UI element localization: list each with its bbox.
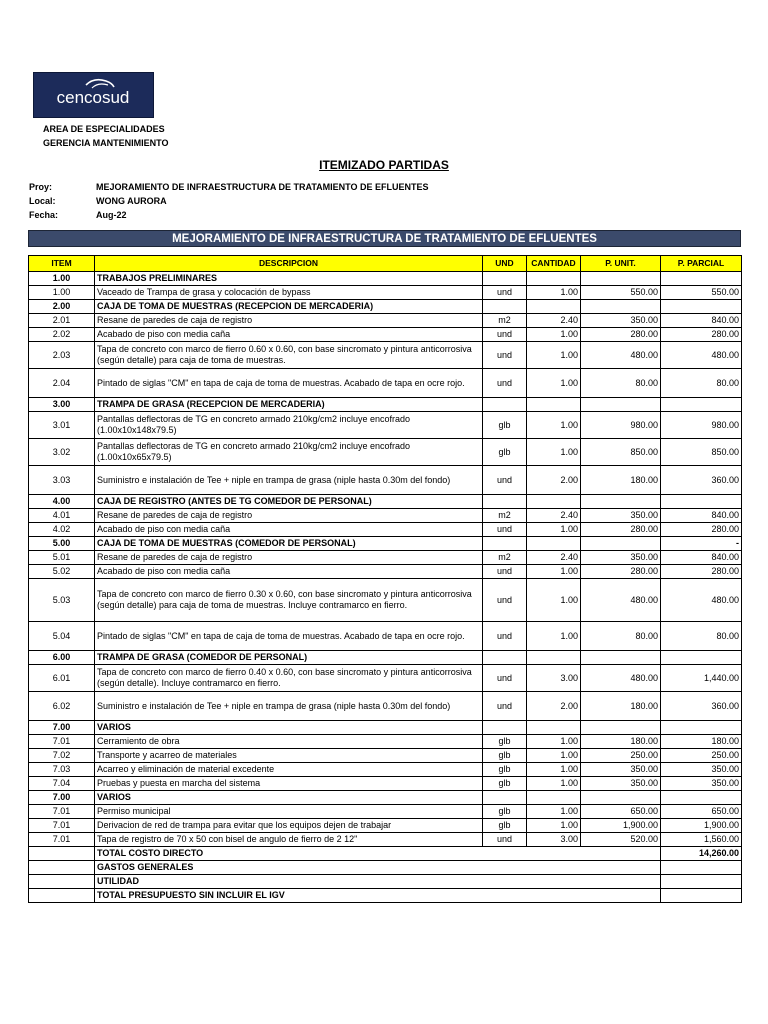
unit-cell: m2 [483,509,527,523]
area-label: AREA DE ESPECIALIDADES [43,124,165,134]
partial-price-cell: 480.00 [661,579,742,622]
item-cell: 2.04 [29,369,95,398]
unit-cell: und [483,833,527,847]
partial-price-cell: 280.00 [661,523,742,537]
partial-price-cell: 80.00 [661,622,742,651]
partial-price-cell: 350.00 [661,763,742,777]
table-row [29,579,742,622]
total-spacer [29,847,95,861]
partial-price-cell [661,495,742,509]
item-cell: 5.01 [29,551,95,565]
proy-value: MEJORAMIENTO DE INFRAESTRUCTURA DE TRATAMIENTO DE EFLUENTES [96,182,429,192]
partial-price-cell: 360.00 [661,692,742,721]
unit-price-cell [581,272,661,286]
unit-price-cell: 250.00 [581,749,661,763]
total-spacer [29,889,95,903]
itemized-table [28,255,742,903]
item-cell: 3.01 [29,412,95,439]
total-row [29,889,742,903]
table-row [29,466,742,495]
unit-price-cell: 550.00 [581,286,661,300]
description-cell: Acabado de piso con media caña [95,328,483,342]
unit-cell [483,398,527,412]
col-cant-header: CANTIDAD [527,256,581,272]
unit-cell: glb [483,777,527,791]
partial-price-cell: 840.00 [661,551,742,565]
partial-price-cell: 1,560.00 [661,833,742,847]
partial-price-cell: 480.00 [661,342,742,369]
table-row [29,805,742,819]
unit-price-cell: 350.00 [581,314,661,328]
partial-price-cell [661,272,742,286]
item-cell: 2.00 [29,300,95,314]
partial-price-cell: 280.00 [661,328,742,342]
unit-price-cell: 180.00 [581,735,661,749]
proy-label: Proy: [29,182,53,192]
item-cell: 3.02 [29,439,95,466]
unit-price-cell: 1,900.00 [581,819,661,833]
unit-cell [483,495,527,509]
fecha-value: Aug-22 [96,210,127,220]
partial-price-cell [661,791,742,805]
partial-price-cell: 1,900.00 [661,819,742,833]
project-banner: MEJORAMIENTO DE INFRAESTRUCTURA DE TRATAMIENTO DE EFLUENTES [28,230,741,247]
page-title: ITEMIZADO PARTIDAS [319,158,449,172]
total-label: TOTAL PRESUPUESTO SIN INCLUIR EL IGV [95,889,661,903]
unit-price-cell: 980.00 [581,412,661,439]
partial-price-cell: 250.00 [661,749,742,763]
description-cell: Pintado de siglas "CM" en tapa de caja de toma de muestras. Acabado de tapa en ocre rojo. [95,369,483,398]
item-cell: 6.00 [29,651,95,665]
description-cell: CAJA DE TOMA DE MUESTRAS (COMEDOR DE PERSONAL) [95,537,483,551]
quantity-cell: 1.00 [527,749,581,763]
table-row [29,665,742,692]
quantity-cell: 1.00 [527,622,581,651]
description-cell: Transporte y acarreo de materiales [95,749,483,763]
col-desc-header: DESCRIPCION [95,256,483,272]
col-pparc-header: P. PARCIAL [661,256,742,272]
quantity-cell: 3.00 [527,833,581,847]
item-cell: 7.01 [29,833,95,847]
section-row [29,651,742,665]
unit-cell: und [483,342,527,369]
gerencia-label: GERENCIA MANTENIMIENTO [43,138,169,148]
total-spacer [29,875,95,889]
partial-price-cell: 850.00 [661,439,742,466]
section-row [29,272,742,286]
quantity-cell: 2.40 [527,509,581,523]
unit-price-cell: 520.00 [581,833,661,847]
table-row [29,622,742,651]
unit-cell: glb [483,749,527,763]
section-row [29,300,742,314]
item-cell: 7.02 [29,749,95,763]
unit-cell: und [483,565,527,579]
item-cell: 5.00 [29,537,95,551]
item-cell: 7.03 [29,763,95,777]
partial-price-cell [661,721,742,735]
section-row [29,537,742,551]
partial-price-cell: 360.00 [661,466,742,495]
unit-price-cell: 80.00 [581,369,661,398]
unit-price-cell [581,721,661,735]
description-cell: Resane de paredes de caja de registro [95,551,483,565]
unit-cell: und [483,523,527,537]
unit-cell: und [483,622,527,651]
description-cell: Derivacion de red de trampa para evitar que los equipos dejen de trabajar [95,819,483,833]
description-cell: TRAMPA DE GRASA (RECEPCION DE MERCADERIA) [95,398,483,412]
local-value: WONG AURORA [96,196,167,206]
total-value [661,861,742,875]
table-row [29,342,742,369]
item-cell: 3.03 [29,466,95,495]
table-header-row [29,256,742,272]
table-row [29,523,742,537]
description-cell: Acabado de piso con media caña [95,565,483,579]
quantity-cell: 1.00 [527,579,581,622]
partial-price-cell [661,651,742,665]
unit-cell: und [483,665,527,692]
unit-price-cell: 80.00 [581,622,661,651]
unit-price-cell: 180.00 [581,466,661,495]
unit-cell: und [483,579,527,622]
unit-cell: m2 [483,314,527,328]
partial-price-cell: 980.00 [661,412,742,439]
partial-price-cell: 840.00 [661,314,742,328]
description-cell: VARIOS [95,721,483,735]
quantity-cell: 2.40 [527,314,581,328]
unit-price-cell: 280.00 [581,328,661,342]
item-cell: 5.03 [29,579,95,622]
section-row [29,398,742,412]
table-row [29,735,742,749]
quantity-cell [527,721,581,735]
unit-price-cell: 850.00 [581,439,661,466]
item-cell: 4.00 [29,495,95,509]
section-row [29,495,742,509]
unit-cell [483,272,527,286]
quantity-cell: 1.00 [527,819,581,833]
fecha-label: Fecha: [29,210,59,220]
total-spacer [29,861,95,875]
partial-price-cell [661,300,742,314]
unit-cell [483,791,527,805]
total-value: 14,260.00 [661,847,742,861]
table-row [29,509,742,523]
total-row [29,875,742,889]
quantity-cell [527,537,581,551]
item-cell: 5.04 [29,622,95,651]
item-cell: 2.01 [29,314,95,328]
item-cell: 1.00 [29,286,95,300]
total-label: GASTOS GENERALES [95,861,661,875]
partial-price-cell: - [661,537,742,551]
description-cell: Resane de paredes de caja de registro [95,509,483,523]
quantity-cell: 1.00 [527,565,581,579]
unit-price-cell [581,398,661,412]
description-cell: Vaceado de Trampa de grasa y colocación de bypass [95,286,483,300]
quantity-cell: 1.00 [527,439,581,466]
unit-price-cell [581,651,661,665]
item-cell: 4.01 [29,509,95,523]
col-item-header: ITEM [29,256,95,272]
item-cell: 6.02 [29,692,95,721]
unit-price-cell [581,300,661,314]
unit-cell: und [483,328,527,342]
item-cell: 1.00 [29,272,95,286]
cencosud-logo [33,72,154,118]
unit-cell: und [483,466,527,495]
description-cell: Permiso municipal [95,805,483,819]
unit-cell [483,721,527,735]
quantity-cell: 1.00 [527,805,581,819]
description-cell: Suministro e instalación de Tee + niple en trampa de grasa (niple hasta 0.30m del fondo) [95,466,483,495]
partial-price-cell: 840.00 [661,509,742,523]
quantity-cell [527,495,581,509]
partial-price-cell: 1,440.00 [661,665,742,692]
item-cell: 7.00 [29,721,95,735]
unit-price-cell: 350.00 [581,763,661,777]
description-cell: Pantallas deflectoras de TG en concreto armado 210kg/cm2 incluye encofrado (1.00x10x65x79.5) [95,439,483,466]
partial-price-cell: 650.00 [661,805,742,819]
total-label: TOTAL COSTO DIRECTO [95,847,661,861]
quantity-cell: 1.00 [527,735,581,749]
description-cell: Pintado de siglas "CM" en tapa de caja de toma de muestras. Acabado de tapa en ocre rojo. [95,622,483,651]
unit-cell: und [483,369,527,398]
item-cell: 2.02 [29,328,95,342]
table-row [29,286,742,300]
quantity-cell: 1.00 [527,369,581,398]
table-row [29,749,742,763]
quantity-cell: 1.00 [527,286,581,300]
description-cell: Cerramiento de obra [95,735,483,749]
table-row [29,777,742,791]
description-cell: Acabado de piso con media caña [95,523,483,537]
partial-price-cell: 350.00 [661,777,742,791]
unit-cell [483,300,527,314]
item-cell: 6.01 [29,665,95,692]
quantity-cell [527,791,581,805]
unit-price-cell: 350.00 [581,509,661,523]
partial-price-cell: 180.00 [661,735,742,749]
unit-cell: und [483,692,527,721]
total-row [29,847,742,861]
description-cell: TRAMPA DE GRASA (COMEDOR DE PERSONAL) [95,651,483,665]
quantity-cell [527,651,581,665]
quantity-cell [527,300,581,314]
item-cell: 2.03 [29,342,95,369]
quantity-cell [527,272,581,286]
table-row [29,819,742,833]
description-cell: Tapa de concreto con marco de fierro 0.30 x 0.60, con base sincromato y pintura anticorrosiva (según detalle) para caja de toma de muestras. Incluye contramarco en fierro. [95,579,483,622]
quantity-cell: 1.00 [527,342,581,369]
total-value [661,889,742,903]
quantity-cell: 1.00 [527,328,581,342]
item-cell: 7.01 [29,819,95,833]
table-body [29,272,742,903]
unit-price-cell: 180.00 [581,692,661,721]
unit-price-cell: 350.00 [581,777,661,791]
partial-price-cell [661,398,742,412]
unit-cell: m2 [483,551,527,565]
quantity-cell: 1.00 [527,523,581,537]
quantity-cell: 1.00 [527,763,581,777]
item-cell: 4.02 [29,523,95,537]
partial-price-cell: 280.00 [661,565,742,579]
description-cell: CAJA DE REGISTRO (ANTES DE TG COMEDOR DE PERSONAL) [95,495,483,509]
unit-price-cell: 480.00 [581,579,661,622]
unit-cell [483,537,527,551]
unit-price-cell [581,537,661,551]
description-cell: Tapa de concreto con marco de fierro 0.60 x 0.60, con base sincromato y pintura anticorrosiva (según detalle) para caja de toma de muestras. [95,342,483,369]
table-row [29,314,742,328]
section-row [29,721,742,735]
unit-cell: glb [483,819,527,833]
description-cell: Suministro e instalación de Tee + niple en trampa de grasa (niple hasta 0.30m del fondo) [95,692,483,721]
description-cell: Acarreo y eliminación de material excedente [95,763,483,777]
item-cell: 7.01 [29,805,95,819]
table-row [29,369,742,398]
unit-cell: glb [483,805,527,819]
description-cell: VARIOS [95,791,483,805]
unit-price-cell: 280.00 [581,565,661,579]
unit-price-cell: 650.00 [581,805,661,819]
table-row [29,833,742,847]
description-cell: Pruebas y puesta en marcha del sistema [95,777,483,791]
section-row [29,791,742,805]
unit-price-cell [581,495,661,509]
table-row [29,565,742,579]
unit-price-cell: 480.00 [581,665,661,692]
item-cell: 3.00 [29,398,95,412]
quantity-cell: 1.00 [527,412,581,439]
description-cell: Pantallas deflectoras de TG en concreto armado 210kg/cm2 incluye encofrado (1.00x10x148x79.5) [95,412,483,439]
unit-cell: glb [483,735,527,749]
cencosud-logo-mark [34,73,153,117]
col-und-header: UND [483,256,527,272]
item-cell: 7.01 [29,735,95,749]
quantity-cell: 2.00 [527,466,581,495]
total-label: UTILIDAD [95,875,661,889]
unit-price-cell: 280.00 [581,523,661,537]
item-cell: 7.00 [29,791,95,805]
quantity-cell: 3.00 [527,665,581,692]
unit-price-cell: 480.00 [581,342,661,369]
total-value [661,875,742,889]
quantity-cell [527,398,581,412]
unit-cell: glb [483,439,527,466]
table-row [29,412,742,439]
unit-cell: glb [483,412,527,439]
col-punit-header: P. UNIT. [581,256,661,272]
item-cell: 5.02 [29,565,95,579]
unit-cell: glb [483,763,527,777]
logo-text: cencosud [56,88,130,107]
partial-price-cell: 550.00 [661,286,742,300]
quantity-cell: 1.00 [527,777,581,791]
table-row [29,763,742,777]
item-cell: 7.04 [29,777,95,791]
description-cell: Tapa de concreto con marco de fierro 0.40 x 0.60, con base sincromato y pintura anticorrosiva (según detalle). Incluye contramarco en fierro. [95,665,483,692]
description-cell: Tapa de registro de 70 x 50 con bisel de angulo de fierro de 2 12" [95,833,483,847]
unit-cell: und [483,286,527,300]
table-row [29,692,742,721]
partial-price-cell: 80.00 [661,369,742,398]
table-row [29,328,742,342]
unit-cell [483,651,527,665]
quantity-cell: 2.40 [527,551,581,565]
description-cell: Resane de paredes de caja de registro [95,314,483,328]
total-row [29,861,742,875]
table-row [29,551,742,565]
local-label: Local: [29,196,56,206]
quantity-cell: 2.00 [527,692,581,721]
table-row [29,439,742,466]
unit-price-cell: 350.00 [581,551,661,565]
unit-price-cell [581,791,661,805]
description-cell: TRABAJOS PRELIMINARES [95,272,483,286]
description-cell: CAJA DE TOMA DE MUESTRAS (RECEPCION DE MERCADERIA) [95,300,483,314]
